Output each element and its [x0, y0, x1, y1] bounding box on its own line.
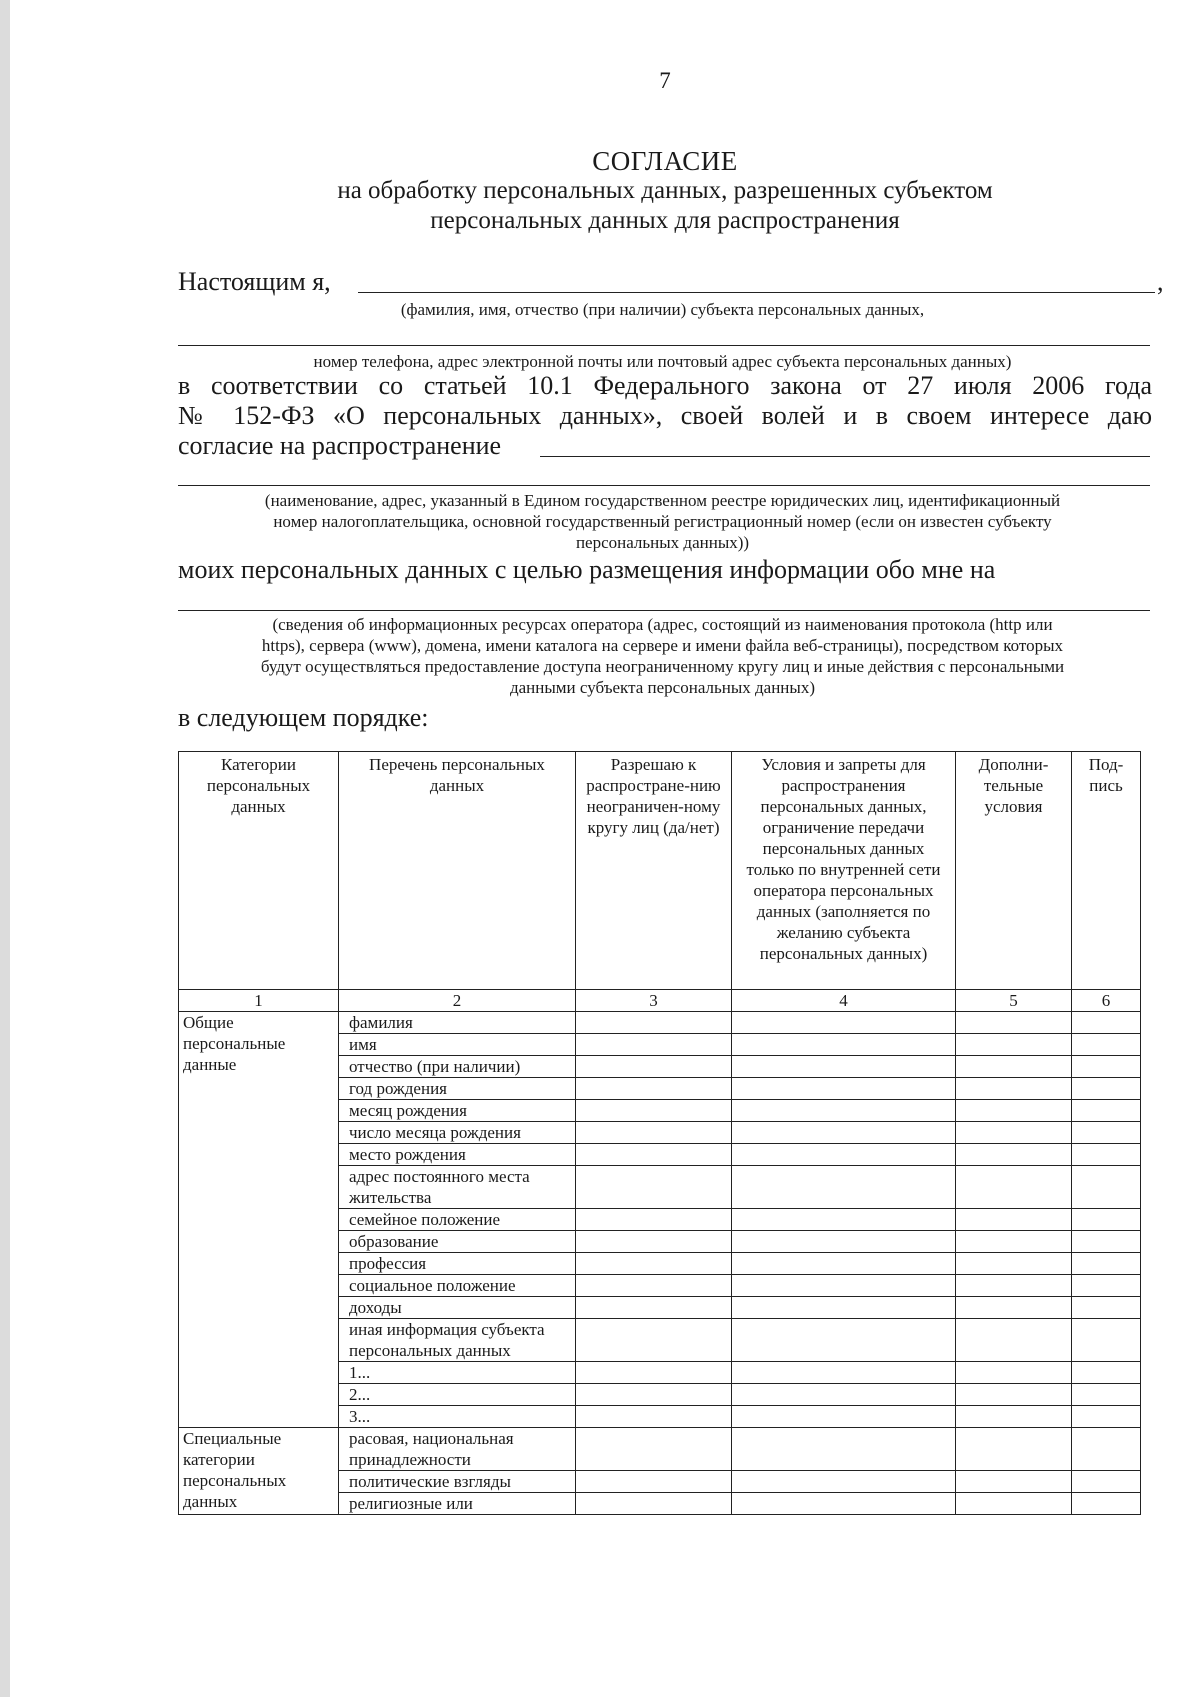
hint-subject-name: (фамилия, имя, отчество (при наличии) субъекта персональных данных, [400, 300, 925, 319]
permission-cell[interactable] [576, 1362, 732, 1384]
scan-edge [0, 0, 10, 1697]
conditions-cell[interactable] [732, 1493, 956, 1515]
subject-name-field[interactable] [358, 292, 1155, 293]
header-conditions: Условия и запреты для распространения персональных данных, ограничение передачи персональных данных только по внутренней сети оператора персональных данных (заполняется по желанию субъекта персональных данных) [732, 752, 956, 990]
subject-contacts-field[interactable] [178, 345, 1150, 346]
data-item-cell: религиозные или [339, 1493, 576, 1515]
conditions-cell[interactable] [732, 1406, 956, 1428]
data-item-cell: социальное положение [339, 1275, 576, 1297]
data-item-cell: иная информация субъекта персональных данных [339, 1319, 576, 1362]
conditions-cell[interactable] [732, 1144, 956, 1166]
column-number: 4 [732, 990, 956, 1012]
additional-conditions-cell[interactable] [956, 1209, 1072, 1231]
additional-conditions-cell[interactable] [956, 1034, 1072, 1056]
conditions-cell[interactable] [732, 1384, 956, 1406]
permission-cell[interactable] [576, 1231, 732, 1253]
data-item-cell: 2... [339, 1384, 576, 1406]
signature-cell[interactable] [1072, 1144, 1141, 1166]
signature-cell[interactable] [1072, 1428, 1141, 1471]
consent-table [178, 751, 1141, 1515]
signature-cell[interactable] [1072, 1319, 1141, 1362]
column-number: 2 [339, 990, 576, 1012]
additional-conditions-cell[interactable] [956, 1056, 1072, 1078]
resources-field[interactable] [178, 610, 1150, 611]
category-cell: Специальные категории персональных данных [179, 1428, 339, 1515]
signature-cell[interactable] [1072, 1362, 1141, 1384]
header-permission: Разрешаю к распростране-нию неограничен-ному кругу лиц (да/нет) [576, 752, 732, 990]
conditions-cell[interactable] [732, 1275, 956, 1297]
data-item-cell: отчество (при наличии) [339, 1056, 576, 1078]
signature-cell[interactable] [1072, 1012, 1141, 1034]
data-item-cell: политические взгляды [339, 1471, 576, 1493]
hint-subject-contacts: номер телефона, адрес электронной почты или почтовый адрес субъекта персональных данных) [313, 352, 1012, 371]
conditions-cell[interactable] [732, 1166, 956, 1209]
document-title: СОГЛАСИЕ [592, 146, 738, 176]
header-data-list: Перечень персональных данных [339, 752, 576, 990]
conditions-cell[interactable] [732, 1362, 956, 1384]
permission-cell[interactable] [576, 1275, 732, 1297]
data-item-cell: имя [339, 1034, 576, 1056]
conditions-cell[interactable] [732, 1471, 956, 1493]
operator-field-continued[interactable] [178, 485, 1150, 486]
header-categories: Категории персональных данных [179, 752, 339, 990]
additional-conditions-cell[interactable] [956, 1493, 1072, 1515]
table-row [179, 1012, 1141, 1034]
hint-operator-line-2: номер налогоплательщика, основной государственный регистрационный номер (если он известен субъекту [273, 512, 1052, 531]
additional-conditions-cell[interactable] [956, 1253, 1072, 1275]
data-item-cell: 1... [339, 1362, 576, 1384]
conditions-cell[interactable] [732, 1319, 956, 1362]
intro-comma: , [1157, 267, 1164, 296]
intro-label: Настоящим я, [178, 267, 331, 296]
category-cell: Общие персональные данные [179, 1012, 339, 1428]
data-item-cell: год рождения [339, 1078, 576, 1100]
hint-operator-line-3: персональных данных)) [575, 533, 750, 552]
permission-cell[interactable] [576, 1406, 732, 1428]
document-subtitle-line-1: на обработку персональных данных, разрешенных субъектом [337, 177, 993, 204]
group-special [179, 1428, 1141, 1515]
body-line-3-label: согласие на распространение [178, 431, 502, 460]
group-general [179, 1012, 1141, 1428]
conditions-cell[interactable] [732, 1209, 956, 1231]
permission-cell[interactable] [576, 1319, 732, 1362]
additional-conditions-cell[interactable] [956, 1428, 1072, 1471]
conditions-cell[interactable] [732, 1034, 956, 1056]
additional-conditions-cell[interactable] [956, 1122, 1072, 1144]
additional-conditions-cell[interactable] [956, 1297, 1072, 1319]
additional-conditions-cell[interactable] [956, 1471, 1072, 1493]
permission-cell[interactable] [576, 1122, 732, 1144]
permission-cell[interactable] [576, 1493, 732, 1515]
permission-cell[interactable] [576, 1384, 732, 1406]
permission-cell[interactable] [576, 1078, 732, 1100]
header-signature: Под-пись [1072, 752, 1141, 990]
operator-field[interactable] [540, 456, 1150, 457]
signature-cell[interactable] [1072, 1297, 1141, 1319]
hint-resources-line-3: будут осуществляться предоставление доступа неограниченному кругу лиц и иные действия с персональными [260, 657, 1065, 676]
conditions-cell[interactable] [732, 1100, 956, 1122]
data-item-cell: месяц рождения [339, 1100, 576, 1122]
permission-cell[interactable] [576, 1100, 732, 1122]
conditions-cell[interactable] [732, 1078, 956, 1100]
conditions-cell[interactable] [732, 1231, 956, 1253]
data-item-cell: доходы [339, 1297, 576, 1319]
column-number-row [179, 990, 1141, 1012]
additional-conditions-cell[interactable] [956, 1406, 1072, 1428]
page-number: 7 [659, 68, 671, 93]
additional-conditions-cell[interactable] [956, 1100, 1072, 1122]
data-item-cell: семейное положение [339, 1209, 576, 1231]
conditions-cell[interactable] [732, 1297, 956, 1319]
signature-cell[interactable] [1072, 1384, 1141, 1406]
additional-conditions-cell[interactable] [956, 1319, 1072, 1362]
conditions-cell[interactable] [732, 1012, 956, 1034]
permission-cell[interactable] [576, 1166, 732, 1209]
conditions-cell[interactable] [732, 1253, 956, 1275]
signature-cell[interactable] [1072, 1471, 1141, 1493]
signature-cell[interactable] [1072, 1493, 1141, 1515]
conditions-cell[interactable] [732, 1428, 956, 1471]
conditions-cell[interactable] [732, 1056, 956, 1078]
additional-conditions-cell[interactable] [956, 1362, 1072, 1384]
document-subtitle-line-2: персональных данных для распространения [430, 207, 900, 234]
body-line-2: № 152-ФЗ «О персональных данных», своей волей и в своем интересе даю [178, 401, 1152, 430]
additional-conditions-cell[interactable] [956, 1275, 1072, 1297]
header-additional-conditions: Дополни-тельные условия [956, 752, 1072, 990]
signature-cell[interactable] [1072, 1166, 1141, 1209]
permission-cell[interactable] [576, 1428, 732, 1471]
data-item-cell: 3... [339, 1406, 576, 1428]
purpose-line: моих персональных данных с целью размещения информации обо мне на [178, 555, 996, 584]
signature-cell[interactable] [1072, 1100, 1141, 1122]
signature-cell[interactable] [1072, 1209, 1141, 1231]
signature-cell[interactable] [1072, 1034, 1141, 1056]
column-number: 5 [956, 990, 1072, 1012]
data-item-cell: расовая, национальная принадлежности [339, 1428, 576, 1471]
hint-resources-line-1: (сведения об информационных ресурсах оператора (адрес, состоящий из наименования протокола (http или [272, 615, 1053, 634]
hint-resources-line-4: данными субъекта персональных данных) [509, 678, 815, 697]
permission-cell[interactable] [576, 1253, 732, 1275]
permission-cell[interactable] [576, 1297, 732, 1319]
column-number: 6 [1072, 990, 1141, 1012]
permission-cell[interactable] [576, 1056, 732, 1078]
additional-conditions-cell[interactable] [956, 1166, 1072, 1209]
hint-operator-line-1: (наименование, адрес, указанный в Едином государственном реестре юридических лиц, идентификационный [264, 491, 1061, 510]
permission-cell[interactable] [576, 1471, 732, 1493]
signature-cell[interactable] [1072, 1078, 1141, 1100]
permission-cell[interactable] [576, 1209, 732, 1231]
signature-cell[interactable] [1072, 1231, 1141, 1253]
data-item-cell: место рождения [339, 1144, 576, 1166]
data-item-cell: профессия [339, 1253, 576, 1275]
additional-conditions-cell[interactable] [956, 1144, 1072, 1166]
additional-conditions-cell[interactable] [956, 1384, 1072, 1406]
signature-cell[interactable] [1072, 1122, 1141, 1144]
permission-cell[interactable] [576, 1034, 732, 1056]
signature-cell[interactable] [1072, 1406, 1141, 1428]
table-row [179, 1428, 1141, 1471]
permission-cell[interactable] [576, 1012, 732, 1034]
data-item-cell: число месяца рождения [339, 1122, 576, 1144]
data-item-cell: фамилия [339, 1012, 576, 1034]
signature-cell[interactable] [1072, 1253, 1141, 1275]
additional-conditions-cell[interactable] [956, 1231, 1072, 1253]
signature-cell[interactable] [1072, 1275, 1141, 1297]
additional-conditions-cell[interactable] [956, 1012, 1072, 1034]
body-line-1: в соответствии со статьей 10.1 Федерального закона от 27 июля 2006 года [178, 371, 1152, 400]
order-line: в следующем порядке: [178, 703, 429, 732]
table-header-row [179, 752, 1141, 990]
data-item-cell: образование [339, 1231, 576, 1253]
data-item-cell: адрес постоянного места жительства [339, 1166, 576, 1209]
column-number: 3 [576, 990, 732, 1012]
signature-cell[interactable] [1072, 1056, 1141, 1078]
column-number: 1 [179, 990, 339, 1012]
hint-resources-line-2: https), сервера (www), домена, имени каталога на сервере и имени файла веб-страницы), посредством которых [261, 636, 1064, 655]
additional-conditions-cell[interactable] [956, 1078, 1072, 1100]
permission-cell[interactable] [576, 1144, 732, 1166]
conditions-cell[interactable] [732, 1122, 956, 1144]
